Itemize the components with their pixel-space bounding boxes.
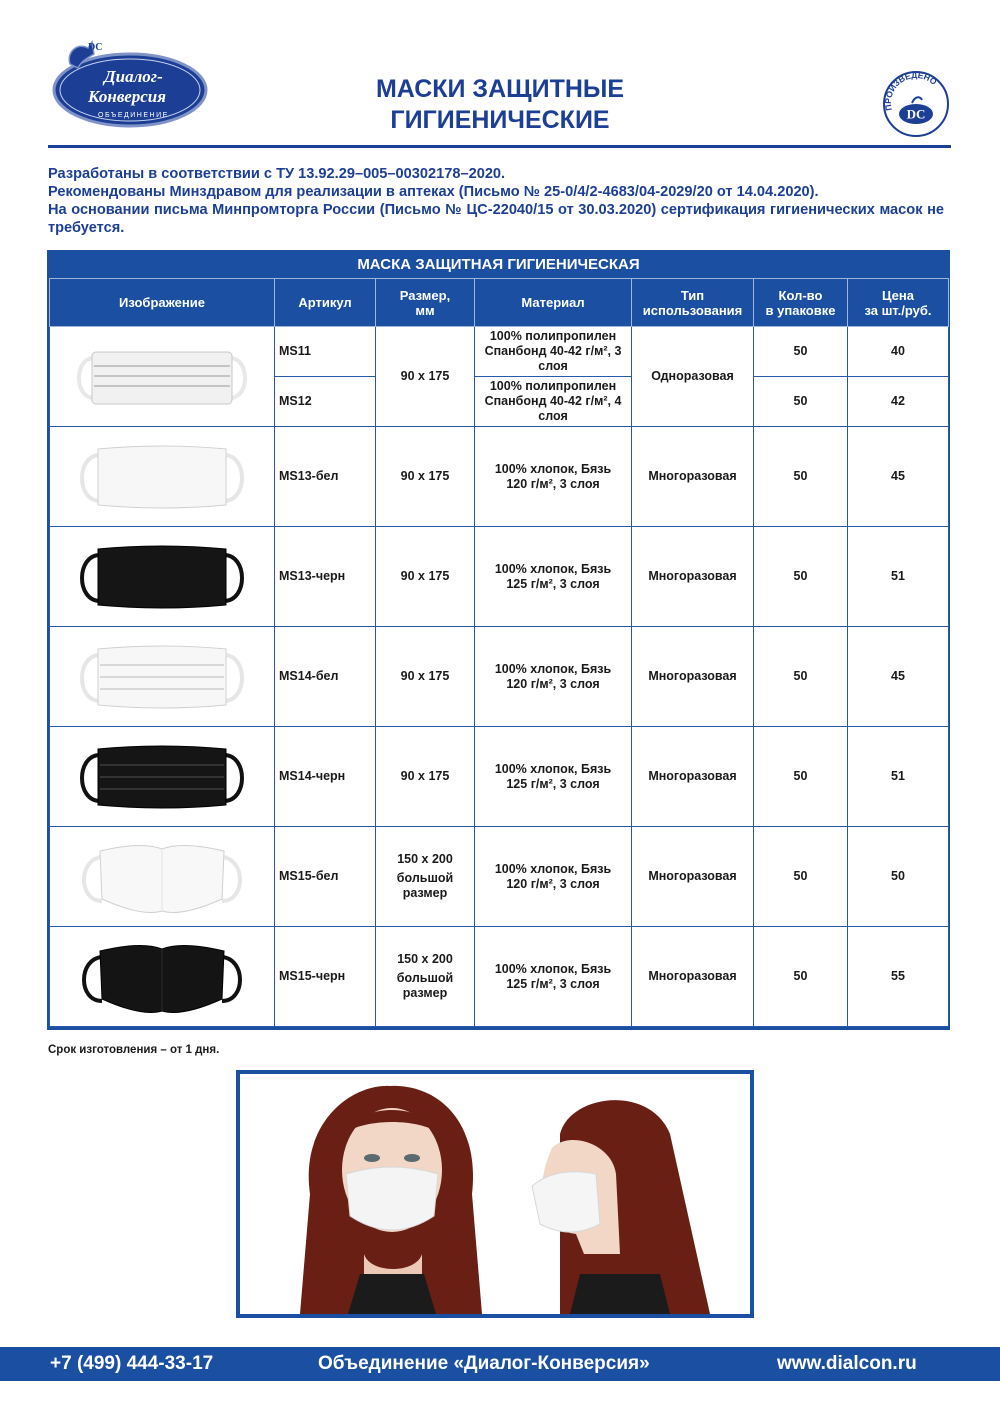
emblem-mark: DC [906, 106, 926, 122]
size-cell: 90 х 175 [376, 327, 475, 427]
article-cell: MS13-черн [275, 527, 376, 627]
header-price: Цена за шт./руб. [848, 279, 949, 327]
header-article: Артикул [275, 279, 376, 327]
table-row [50, 427, 949, 527]
model-wearing-mask-photo [240, 1074, 750, 1314]
intro-line-2: Рекомендованы Минздравом для реализации в аптеках (Письмо № 25-0/4/2-4683/04-2029/20 от 14.04.2020). [48, 184, 819, 200]
header-size: Размер, мм [376, 279, 475, 327]
table-header-row [50, 279, 949, 327]
black-contour-mask-image [72, 937, 252, 1017]
logo-text-line3: ОБЪЕДИНЕНИЕ [98, 112, 169, 119]
article-cell: MS12 [275, 377, 376, 427]
material-cell: 100% хлопок, Бязь 120 г/м², 3 слоя [475, 827, 632, 927]
type-cell: Многоразовая [632, 927, 754, 1027]
table-row [50, 727, 949, 827]
logo-text-line2: Конверсия [88, 87, 167, 106]
price-cell: 45 [848, 627, 949, 727]
price-cell: 51 [848, 727, 949, 827]
header-divider [48, 145, 951, 148]
production-time-note: Срок изготовления – от 1 дня. [48, 1044, 220, 1056]
made-by-dc-emblem [882, 70, 950, 138]
quantity-cell: 50 [754, 377, 848, 427]
size-cell: 90 х 175 [376, 527, 475, 627]
quantity-cell: 50 [754, 727, 848, 827]
type-cell: Многоразовая [632, 427, 754, 527]
title-line-2: ГИГИЕНИЧЕСКИЕ [390, 106, 610, 134]
size-cell: 90 х 175 [376, 427, 475, 527]
table-row [50, 927, 949, 1027]
header-type: Тип использования [632, 279, 754, 327]
product-image-cell [50, 927, 275, 1027]
black-flat-mask-image [72, 539, 252, 615]
footer-bar [0, 1347, 1000, 1381]
table-caption: МАСКА ЗАЩИТНАЯ ГИГИЕНИЧЕСКАЯ [357, 256, 640, 273]
product-image-cell [50, 427, 275, 527]
type-cell: Одноразовая [632, 327, 754, 427]
article-cell: MS11 [275, 327, 376, 377]
white-pleated-mask-image [72, 344, 252, 410]
article-cell: MS14-черн [275, 727, 376, 827]
intro-text [48, 165, 944, 237]
size-cell: 150 х 200 большой размер [376, 827, 475, 927]
material-cell: 100% хлопок, Бязь 125 г/м², 3 слоя [475, 727, 632, 827]
table-row [50, 327, 949, 377]
material-cell: 100% полипропилен Спанбонд 40-42 г/м², 4 слоя [475, 377, 632, 427]
footer-phone[interactable]: +7 (499) 444-33-17 [50, 1353, 214, 1374]
price-cell: 42 [848, 377, 949, 427]
price-cell: 50 [848, 827, 949, 927]
emblem-ring-text: ПРОИЗВЕДЕНО [882, 70, 939, 112]
product-image-cell [50, 627, 275, 727]
article-cell: MS15-черн [275, 927, 376, 1027]
logo-text-line1: Диалог- [104, 67, 163, 86]
material-cell: 100% хлопок, Бязь 120 г/м², 3 слоя [475, 627, 632, 727]
price-cell: 45 [848, 427, 949, 527]
white-flat-mask-image [72, 439, 252, 515]
company-logo [48, 34, 208, 132]
quantity-cell: 50 [754, 327, 848, 377]
model-photo-frame [236, 1070, 754, 1318]
type-cell: Многоразовая [632, 727, 754, 827]
quantity-cell: 50 [754, 427, 848, 527]
footer-organization: Объединение «Диалог-Конверсия» [318, 1353, 650, 1374]
product-table [49, 278, 949, 1027]
article-cell: MS15-бел [275, 827, 376, 927]
header-quantity: Кол-во в упаковке [754, 279, 848, 327]
material-cell: 100% хлопок, Бязь 125 г/м², 3 слоя [475, 527, 632, 627]
title-line-1: МАСКИ ЗАЩИТНЫЕ [375, 75, 625, 103]
product-image-cell [50, 827, 275, 927]
material-cell: 100% хлопок, Бязь 120 г/м², 3 слоя [475, 427, 632, 527]
footer-website-link[interactable]: www.dialcon.ru [777, 1353, 917, 1374]
white-contour-mask-image [72, 837, 252, 917]
size-cell: 90 х 175 [376, 727, 475, 827]
price-cell: 51 [848, 527, 949, 627]
product-table-panel [47, 250, 950, 1030]
size-cell: 90 х 175 [376, 627, 475, 727]
quantity-cell: 50 [754, 527, 848, 627]
quantity-cell: 50 [754, 827, 848, 927]
type-cell: Многоразовая [632, 827, 754, 927]
logo-mark: DC [88, 42, 103, 53]
price-cell: 55 [848, 927, 949, 1027]
material-cell: 100% хлопок, Бязь 125 г/м², 3 слоя [475, 927, 632, 1027]
header-material: Материал [475, 279, 632, 327]
quantity-cell: 50 [754, 927, 848, 1027]
quantity-cell: 50 [754, 627, 848, 727]
black-pleated-mask-image [72, 739, 252, 815]
product-image-cell [50, 527, 275, 627]
product-image-cell [50, 727, 275, 827]
article-cell: MS14-бел [275, 627, 376, 727]
type-cell: Многоразовая [632, 527, 754, 627]
table-row [50, 627, 949, 727]
header-image: Изображение [50, 279, 275, 327]
table-row [50, 527, 949, 627]
size-cell: 150 х 200 большой размер [376, 927, 475, 1027]
intro-line-3: На основании письма Минпромторга России (Письмо № ЦС-22040/15 от 30.03.2020) сертификация гигиенических масок не требуется. [48, 202, 944, 236]
page-title [250, 74, 750, 136]
price-cell: 40 [848, 327, 949, 377]
material-cell: 100% полипропилен Спанбонд 40-42 г/м², 3 слоя [475, 327, 632, 377]
type-cell: Многоразовая [632, 627, 754, 727]
white-pleated-mask-image [72, 639, 252, 715]
product-image-cell [50, 327, 275, 427]
table-row [50, 827, 949, 927]
article-cell: MS13-бел [275, 427, 376, 527]
intro-line-1: Разработаны в соответствии с ТУ 13.92.29–005–00302178–2020. [48, 166, 506, 182]
